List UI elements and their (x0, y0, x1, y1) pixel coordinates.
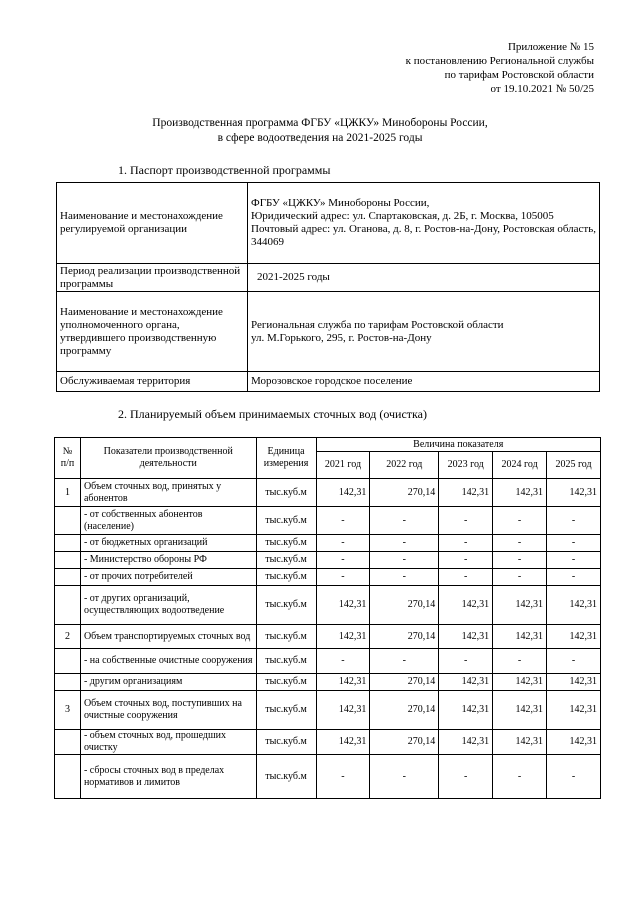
row-unit: тыс.куб.м (256, 625, 316, 649)
row-num: 3 (55, 691, 81, 730)
header-year: 2025 год (547, 452, 601, 479)
row-value: 142,31 (439, 625, 493, 649)
row-value: 142,31 (547, 730, 601, 755)
value-line: Региональная служба по тарифам Ростовской области (251, 318, 504, 331)
appendix-line: по тарифам Ростовской области (444, 69, 594, 81)
row-value: - (316, 649, 370, 674)
row-value: - (547, 569, 601, 586)
table-row (57, 183, 600, 264)
row-num: 1 (55, 479, 81, 507)
row-value: 142,31 (316, 479, 370, 507)
row-value: 142,31 (547, 691, 601, 730)
row-value: 142,31 (439, 586, 493, 625)
row-value: 142,31 (493, 730, 547, 755)
row-value: 142,31 (439, 691, 493, 730)
row-indicator: - от других организаций, осуществляющих водоотведение (80, 586, 256, 625)
row-indicator: - от бюджетных организаций (80, 535, 256, 552)
table-row (55, 586, 601, 625)
row-unit: тыс.куб.м (256, 535, 316, 552)
row-unit: тыс.куб.м (256, 569, 316, 586)
table-row (55, 552, 601, 569)
table-row (55, 691, 601, 730)
row-value: 270,14 (370, 586, 439, 625)
row-value: 270,14 (370, 691, 439, 730)
row-value: 142,31 (316, 586, 370, 625)
table-row (57, 372, 600, 392)
passport-label: Период реализации производственной программы (57, 264, 248, 292)
row-value: - (493, 649, 547, 674)
row-value: - (370, 535, 439, 552)
value-line: 2021-2025 годы (257, 271, 330, 283)
volume-table-body (55, 479, 601, 799)
row-num (55, 569, 81, 586)
row-num (55, 535, 81, 552)
row-value: - (547, 552, 601, 569)
row-unit: тыс.куб.м (256, 586, 316, 625)
section1-heading: 1. Паспорт производственной программы (118, 163, 331, 177)
row-value: 142,31 (316, 730, 370, 755)
row-value: - (493, 535, 547, 552)
value-line: ул. М.Горького, 295, г. Ростов-на-Дону (251, 331, 432, 344)
passport-label: Наименование и местонахождение уполномоченного органа, утвердившего производственную программу (57, 292, 248, 372)
title-line: Производственная программа ФГБУ «ЦЖКУ» Минобороны России, (152, 117, 488, 129)
row-value: - (439, 552, 493, 569)
row-indicator: Объем сточных вод, принятых у абонентов (80, 479, 256, 507)
table-row (55, 730, 601, 755)
value-line: Юридический адрес: ул. Спартаковская, д. 2Б, г. Москва, 105005 (251, 210, 554, 222)
row-num (55, 552, 81, 569)
passport-label: Обслуживаемая территория (57, 372, 248, 392)
appendix-line: к постановлению Региональной службы (405, 55, 594, 67)
row-value: - (493, 755, 547, 799)
row-value: 270,14 (370, 479, 439, 507)
table-row (55, 479, 601, 507)
volume-table (54, 437, 601, 799)
row-num (55, 674, 81, 691)
row-value: 270,14 (370, 730, 439, 755)
appendix-line: от 19.10.2021 № 50/25 (490, 83, 594, 95)
row-value: - (547, 507, 601, 535)
row-value: 142,31 (316, 691, 370, 730)
row-value: - (439, 755, 493, 799)
row-value: - (370, 569, 439, 586)
row-value: - (370, 552, 439, 569)
row-unit: тыс.куб.м (256, 691, 316, 730)
row-value: - (439, 569, 493, 586)
table-row (55, 625, 601, 649)
row-unit: тыс.куб.м (256, 730, 316, 755)
title-line: в сфере водоотведения на 2021-2025 годы (217, 132, 423, 144)
section2-heading: 2. Планируемый объем принимаемых сточных вод (очистка) (118, 407, 427, 421)
row-value: 142,31 (439, 674, 493, 691)
passport-value (248, 372, 600, 392)
table-row (57, 264, 600, 292)
row-indicator: - другим организациям (80, 674, 256, 691)
table-row (55, 755, 601, 799)
row-value: 142,31 (316, 674, 370, 691)
row-unit: тыс.куб.м (256, 674, 316, 691)
table-row (55, 649, 601, 674)
header-year: 2023 год (439, 452, 493, 479)
row-value: 142,31 (439, 730, 493, 755)
row-num (55, 730, 81, 755)
row-value: - (316, 535, 370, 552)
row-value: - (493, 507, 547, 535)
passport-value (248, 183, 600, 264)
row-num (55, 649, 81, 674)
header-year: 2022 год (370, 452, 439, 479)
row-value: 142,31 (316, 625, 370, 649)
appendix-block (294, 40, 594, 96)
row-value: - (493, 552, 547, 569)
row-unit: тыс.куб.м (256, 552, 316, 569)
row-value: 270,14 (370, 625, 439, 649)
row-value: - (370, 649, 439, 674)
row-indicator: - от прочих потребителей (80, 569, 256, 586)
row-num (55, 507, 81, 535)
row-value: - (316, 569, 370, 586)
passport-value (248, 264, 600, 292)
row-num: 2 (55, 625, 81, 649)
table-row (57, 292, 600, 372)
value-line: Почтовый адрес: ул. Оганова, д. 8, г. Ростов-на-Дону, Ростовская область, 344069 (251, 223, 596, 248)
row-num (55, 755, 81, 799)
row-unit: тыс.куб.м (256, 755, 316, 799)
row-value: 142,31 (493, 479, 547, 507)
row-value: 142,31 (547, 479, 601, 507)
row-value: - (493, 569, 547, 586)
passport-table (56, 182, 600, 392)
row-value: - (370, 755, 439, 799)
row-value: - (316, 552, 370, 569)
value-line: Морозовское городское поселение (251, 375, 413, 387)
row-unit: тыс.куб.м (256, 507, 316, 535)
row-value: - (439, 649, 493, 674)
row-value: 142,31 (493, 586, 547, 625)
row-value: 142,31 (493, 691, 547, 730)
row-value: - (370, 507, 439, 535)
header-value-group: Величина показателя (316, 438, 601, 452)
row-value: - (547, 535, 601, 552)
row-indicator: - от собственных абонентов (население) (80, 507, 256, 535)
row-value: 142,31 (493, 674, 547, 691)
row-value: - (547, 755, 601, 799)
header-row (55, 438, 601, 452)
table-row (55, 569, 601, 586)
row-value: 142,31 (547, 674, 601, 691)
row-value: 142,31 (547, 625, 601, 649)
row-indicator: Объем сточных вод, поступивших на очистные сооружения (80, 691, 256, 730)
table-row (55, 507, 601, 535)
row-indicator: - Министерство обороны РФ (80, 552, 256, 569)
header-indicator: Показатели производственной деятельности (80, 438, 256, 479)
row-value: 142,31 (547, 586, 601, 625)
appendix-line: Приложение № 15 (507, 41, 594, 53)
row-value: 142,31 (439, 479, 493, 507)
row-indicator: - сбросы сточных вод в пределах нормативов и лимитов (80, 755, 256, 799)
row-value: 270,14 (370, 674, 439, 691)
header-year: 2024 год (493, 452, 547, 479)
row-indicator: - на собственные очистные сооружения (80, 649, 256, 674)
passport-value (248, 292, 600, 372)
passport-label: Наименование и местонахождение регулируемой организации (57, 183, 248, 264)
table-row (55, 535, 601, 552)
value-line: ФГБУ «ЦЖКУ» Минобороны России, (251, 197, 430, 209)
row-value: - (439, 507, 493, 535)
header-unit: Единица измерения (256, 438, 316, 479)
header-num: № п/п (55, 438, 81, 479)
row-value: - (547, 649, 601, 674)
row-indicator: Объем транспортируемых сточных вод (80, 625, 256, 649)
row-value: - (316, 755, 370, 799)
row-value: - (439, 535, 493, 552)
row-value: - (316, 507, 370, 535)
header-year: 2021 год (316, 452, 370, 479)
row-unit: тыс.куб.м (256, 649, 316, 674)
row-unit: тыс.куб.м (256, 479, 316, 507)
document-title (0, 116, 640, 146)
row-value: 142,31 (493, 625, 547, 649)
row-indicator: - объем сточных вод, прошедших очистку (80, 730, 256, 755)
row-num (55, 586, 81, 625)
table-row (55, 674, 601, 691)
